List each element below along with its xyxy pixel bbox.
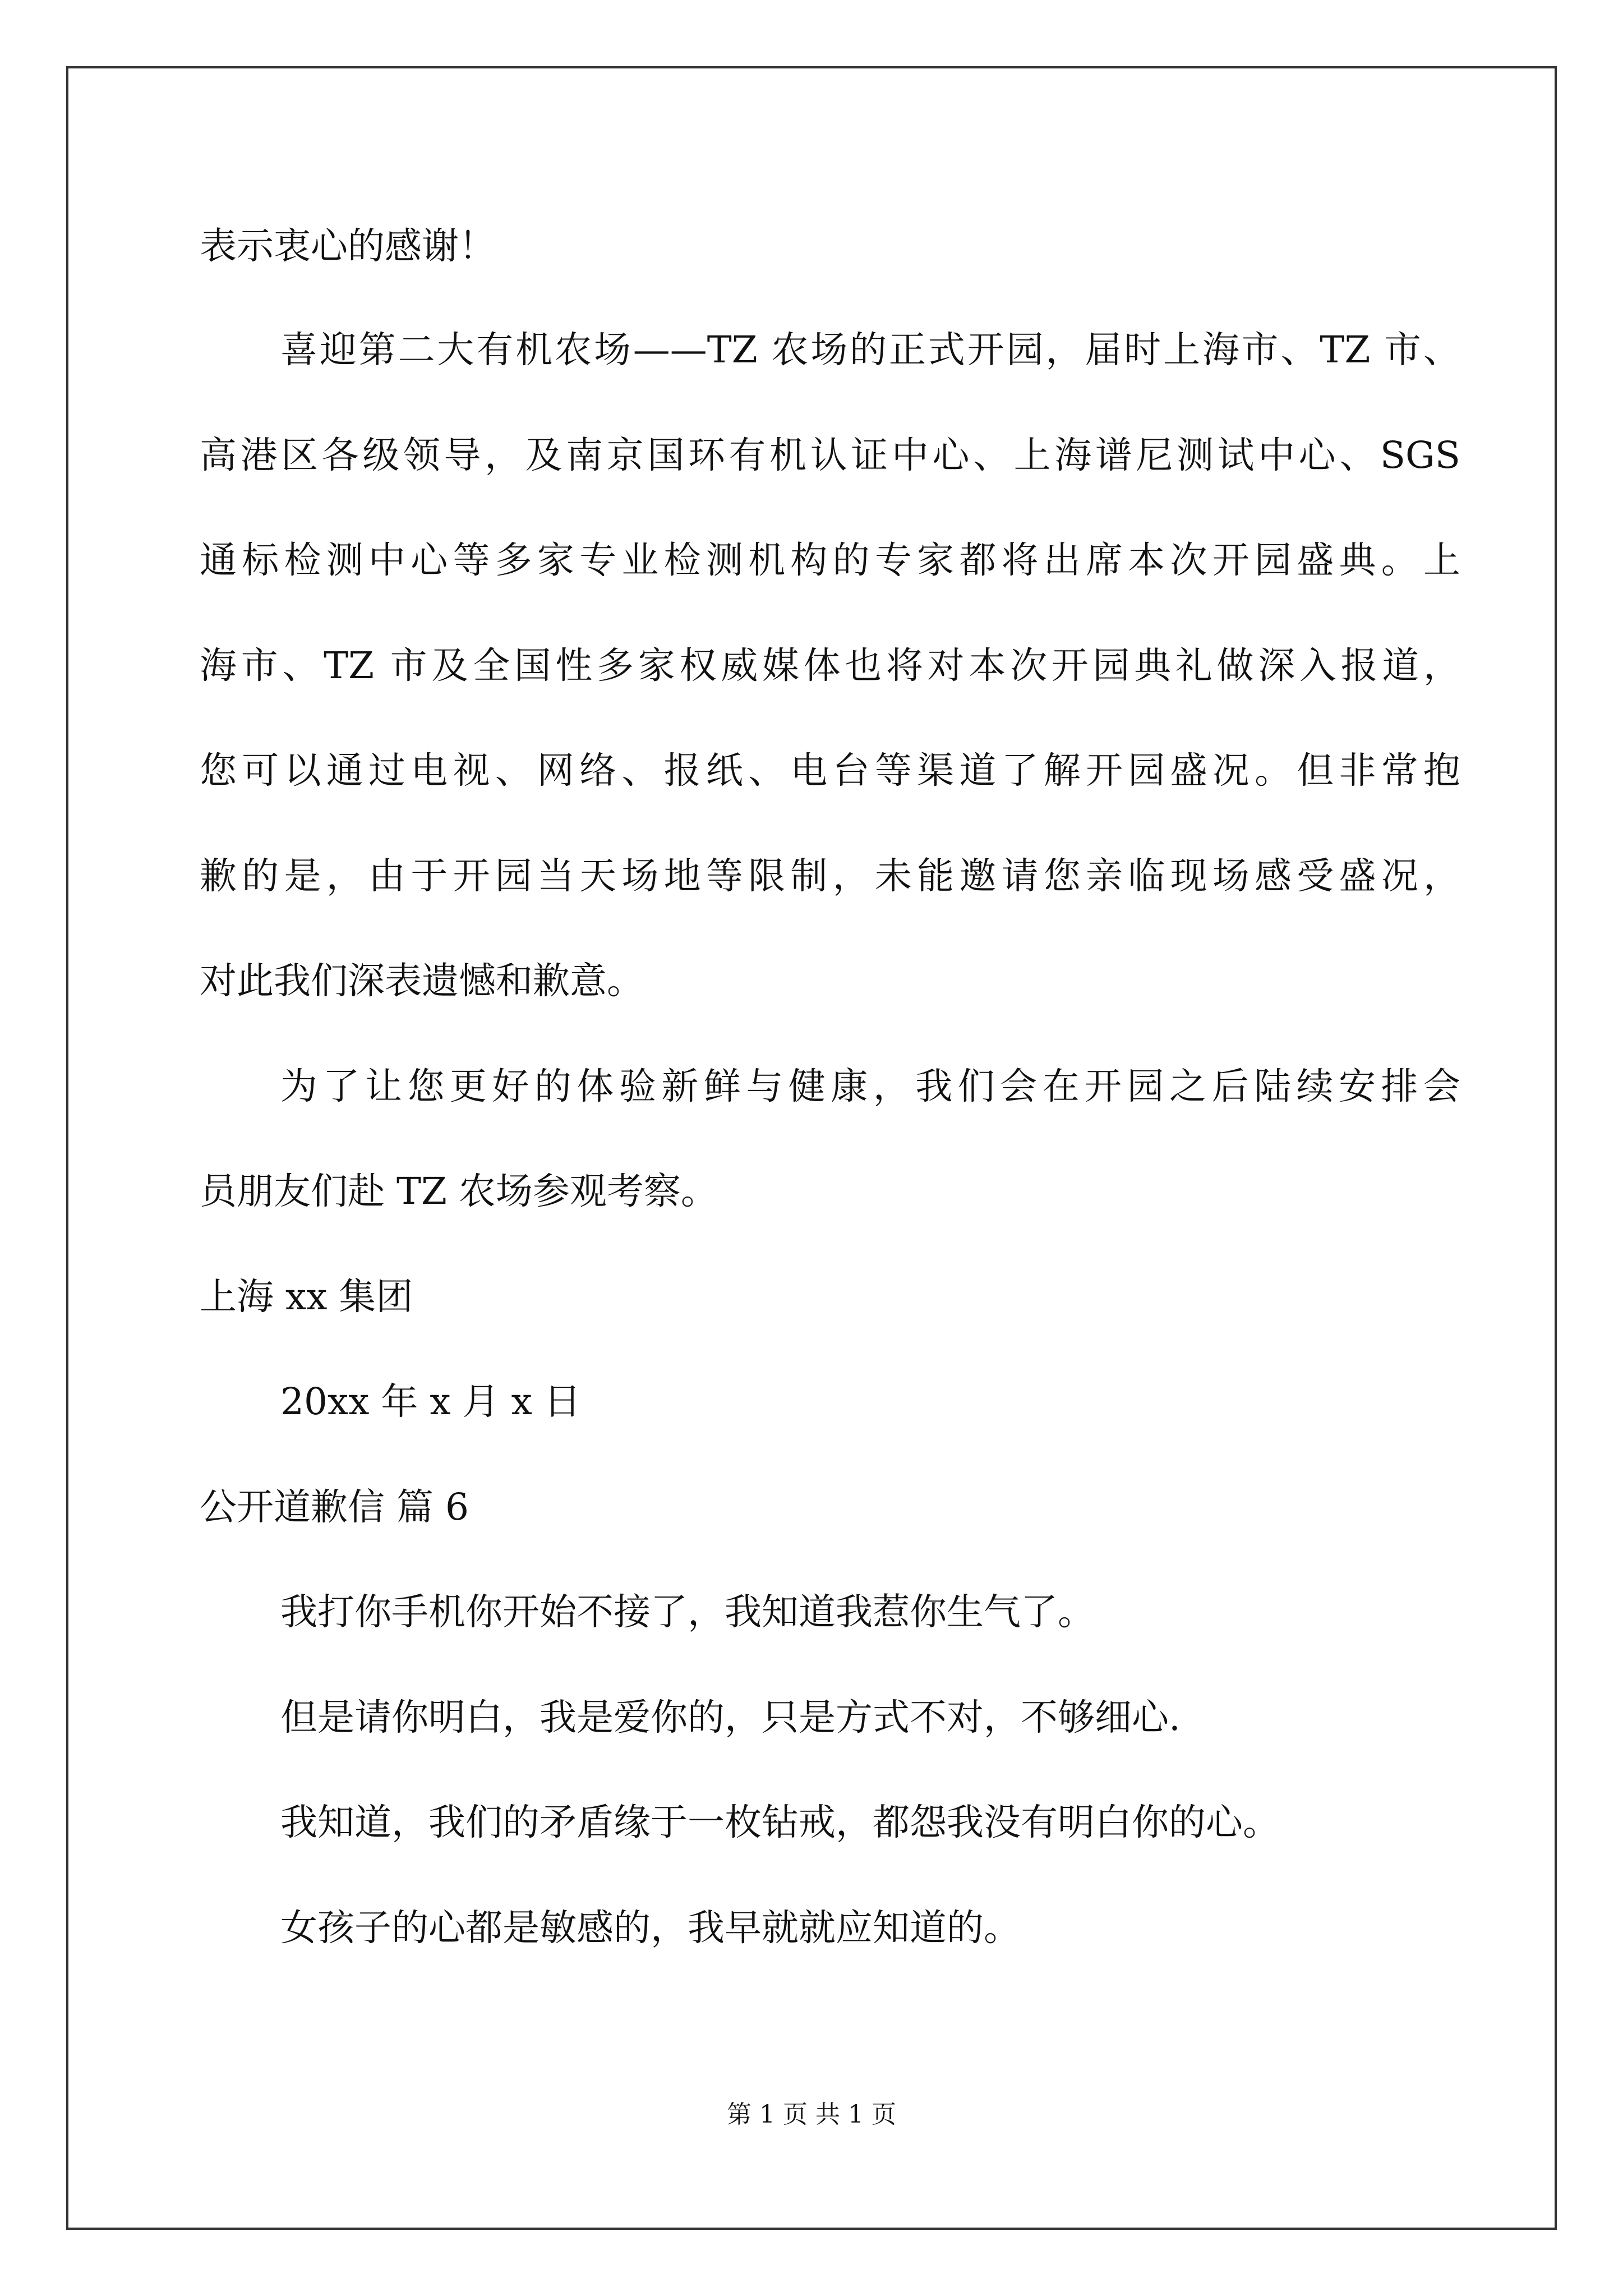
paragraph-line: 歉的是，由于开园当天场地等限制，未能邀请您亲临现场感受盛况， xyxy=(200,854,1460,898)
paragraph-line: 喜迎第二大有机农场——TZ 农场的正式开园，届时上海市、TZ 市、 xyxy=(280,328,1460,371)
paragraph-line: 表示衷心的感谢！ xyxy=(200,224,496,268)
paragraph-line: 您可以通过电视、网络、报纸、电台等渠道了解开园盛况。但非常抱 xyxy=(200,749,1460,792)
paragraph-line: 对此我们深表遗憾和歉意。 xyxy=(200,959,644,1002)
paragraph-line: 但是请你明白，我是爱你的，只是方式不对，不够细心. xyxy=(280,1696,1181,1739)
signature-date: 20xx 年 x 月 x 日 xyxy=(280,1380,581,1423)
paragraph-line: 员朋友们赴 TZ 农场参观考察。 xyxy=(200,1170,718,1213)
paragraph-line: 我打你手机你开始不接了，我知道我惹你生气了。 xyxy=(280,1590,1095,1634)
paragraph-line: 高港区各级领导，及南京国环有机认证中心、上海谱尼测试中心、SGS xyxy=(200,434,1460,477)
paragraph-line: 海市、TZ 市及全国性多家权威媒体也将对本次开园典礼做深入报道， xyxy=(200,644,1460,687)
section-heading: 公开道歉信 篇 6 xyxy=(200,1485,469,1529)
page-footer: 第 1 页 共 1 页 xyxy=(727,2100,896,2129)
paragraph-line: 女孩子的心都是敏感的，我早就就应知道的。 xyxy=(280,1906,1021,1949)
signature-company: 上海 xx 集团 xyxy=(200,1275,413,1318)
paragraph-line: 我知道，我们的矛盾缘于一枚钻戒，都怨我没有明白你的心。 xyxy=(280,1801,1280,1844)
paragraph-line: 为了让您更好的体验新鲜与健康，我们会在开园之后陆续安排会 xyxy=(280,1065,1460,1108)
paragraph-line: 通标检测中心等多家专业检测机构的专家都将出席本次开园盛典。上 xyxy=(200,539,1460,582)
